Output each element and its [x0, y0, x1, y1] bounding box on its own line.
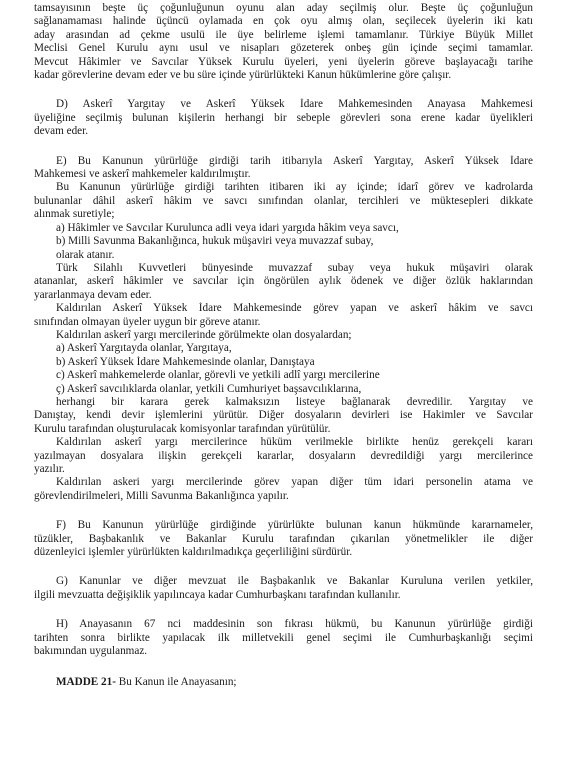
text-line: tarihten sonra birlikte yapılacak ilk milletvekili genel seçimi ile Cumhurbaşkanlığı seçimi [34, 631, 533, 644]
text-line: ilgili mevzuatta değişiklik yapılıncaya kadar Cumhurbaşkanı tarafından kullanılır. [34, 588, 401, 601]
text-line: üyeliğine seçilmiş bulunan kişilerin herhangi bir sebeple görevleri sona erene kadar üyelikleri [34, 111, 533, 124]
list-item: ç) Askerî savcılıklarda olanlar, yetkili Cumhuriyet başsavcılıklarına, [56, 382, 362, 395]
text-line: D) Askerî Yargıtay ve Askerî Yüksek İdare Mahkemesinden Anayasa Mahkemesi [56, 98, 533, 111]
list-item: b) Askerî Yüksek İdare Mahkemesinde olanlar, Danıştaya [56, 355, 315, 368]
paragraph-g [34, 575, 533, 602]
text-line: alınmak suretiyle; [34, 208, 115, 221]
list-item: b) Milli Savunma Bakanlığınca, hukuk müşaviri veya muvazzaf subay, [56, 235, 374, 248]
text-line: yararlanmaya devam eder. [34, 288, 152, 301]
article-label: MADDE 21- [56, 676, 116, 689]
text-line: devam eder. [34, 125, 89, 138]
paragraph-continuation [34, 2, 533, 82]
text-line: Kurulu tarafından oluşturulacak komisyonlar tarafından yürütülür. [34, 422, 331, 435]
text-line: bulunanlar dâhil askerî hâkim ve savcı sınıfından olanlar, tercihleri ve müktesepleri dikkate [34, 194, 533, 207]
text-line: Bu Kanunun yürürlüğe girdiği tarihten itibaren iki ay içinde; idarî görev ve kadrolarda [56, 181, 533, 194]
text-line: görevlendirilmeleri, Milli Savunma Bakanlığınca yapılır. [34, 489, 289, 502]
text-line: kadar görevlerine devam eder ve bu süre içinde yürürlükteki Kanun hükümlerine göre çalışır. [34, 69, 452, 82]
text-line: herhangi bir karara gerek kalmaksızın listeye bağlanarak devredilir. Yargıtay ve [56, 395, 533, 408]
text-line: atananlar, askerî hâkimler ve savcılar için öngörülen aylık ödenek ve diğer özlük haklarından [34, 275, 533, 288]
paragraph-e [34, 155, 533, 504]
text-line: düzenleyici işlemler yürürlükten kaldırılmadıkça geçerliliğini sürdürür. [34, 546, 353, 559]
text-line: Danıştay, kendi devir işlemlerini yürütür. Diğer dosyaların devirleri ise Hakimler ve Savcılar [34, 409, 533, 422]
list-item: c) Askerî mahkemelerde olanlar, görevli ve yetkili adlî yargı mercilerine [56, 369, 380, 382]
text-line: yazılır. [34, 463, 65, 475]
paragraph-f [34, 519, 533, 559]
text-line: tamsayısının beşte üç çoğunluğunun oyunu alan aday seçilmiş olur. Beşte üç çoğunluğun [34, 2, 533, 14]
text-line: Kaldırılan askerî yargı mercilerinde görülmekte olan dosyalardan; [56, 328, 352, 341]
text-line: Kaldırılan askeri yargı mercilerinde görev yapan diğer tüm idari personelin atama ve [56, 476, 533, 489]
text-line: Meclisi Genel Kurulu aynı usul ve nisapları gözeterek onbeş gün içinde seçimi tamamlar. [34, 42, 533, 55]
text-line: sağlanamaması halinde üçüncü oylamada en çok oyu almış olan, seçilecek üyelerin iki katı [34, 15, 533, 28]
text-line: Mahkemesi ve askerî mahkemeler kaldırılmıştır. [34, 168, 251, 181]
text-line: E) Bu Kanunun yürürlüğe girdiği tarih itibarıyla Askerî Yargıtay, Askerî Yüksek İdare [56, 154, 533, 167]
article-text: Bu Kanun ile Anayasanın; [115, 676, 237, 689]
text-line: F) Bu Kanunun yürürlüğe girdiğinde yürürlükte bulunan kanun hükmünde kararnameler, [56, 519, 533, 532]
text-line: bakımından uygulanmaz. [34, 645, 148, 658]
text-line: sınıfından olmayan üyeler uygun bir göreve atanır. [34, 315, 261, 328]
text-line: tüzükler, Başbakanlık ve Bakanlar Kurulu tarafından çıkarılan yönetmelikler ile diğer [34, 532, 533, 545]
text-line: Türk Silahlı Kuvvetleri bünyesinde muvazzaf subay veya hukuk müşaviri olarak [56, 261, 533, 274]
text-line: yazılmayan dosyalara ilişkin gerekçeli kararlar, dosyaların devredildiği yargı mercilerince [34, 449, 533, 462]
paragraph-d [34, 98, 533, 138]
list-item: a) Hâkimler ve Savcılar Kurulunca adli veya idari yargıda hâkim veya savcı, [56, 221, 399, 234]
text-line: olarak atanır. [56, 248, 115, 261]
text-line: Kaldırılan askerî yargı mercilerince hüküm verilmekle birlikte henüz gerekçeli kararı [56, 436, 533, 449]
article-heading [34, 676, 533, 689]
text-line: Kaldırılan Askerî Yüksek İdare Mahkemesinde görev yapan ve askerî hâkim ve savcı [56, 302, 533, 315]
text-line: H) Anayasanın 67 nci maddesinin son fıkrası hükmü, bu Kanunun yürürlüğe girdiği [56, 618, 533, 631]
text-line: aday arasından ad çekme usulü ile üye belirleme işlemi tamamlanır. Türkiye Büyük Millet [34, 28, 533, 41]
list-item: a) Askerî Yargıtayda olanlar, Yargıtaya, [56, 342, 232, 355]
text-line: Mevcut Hâkimler ve Savcılar Yüksek Kurulu üyeleri, yeni üyelerin göreve başlayacağı tarihe [34, 55, 533, 68]
text-line: G) Kanunlar ve diğer mevzuat ile Başbakanlık ve Bakanlar Kuruluna verilen yetkiler, [56, 575, 533, 588]
paragraph-h [34, 618, 533, 658]
